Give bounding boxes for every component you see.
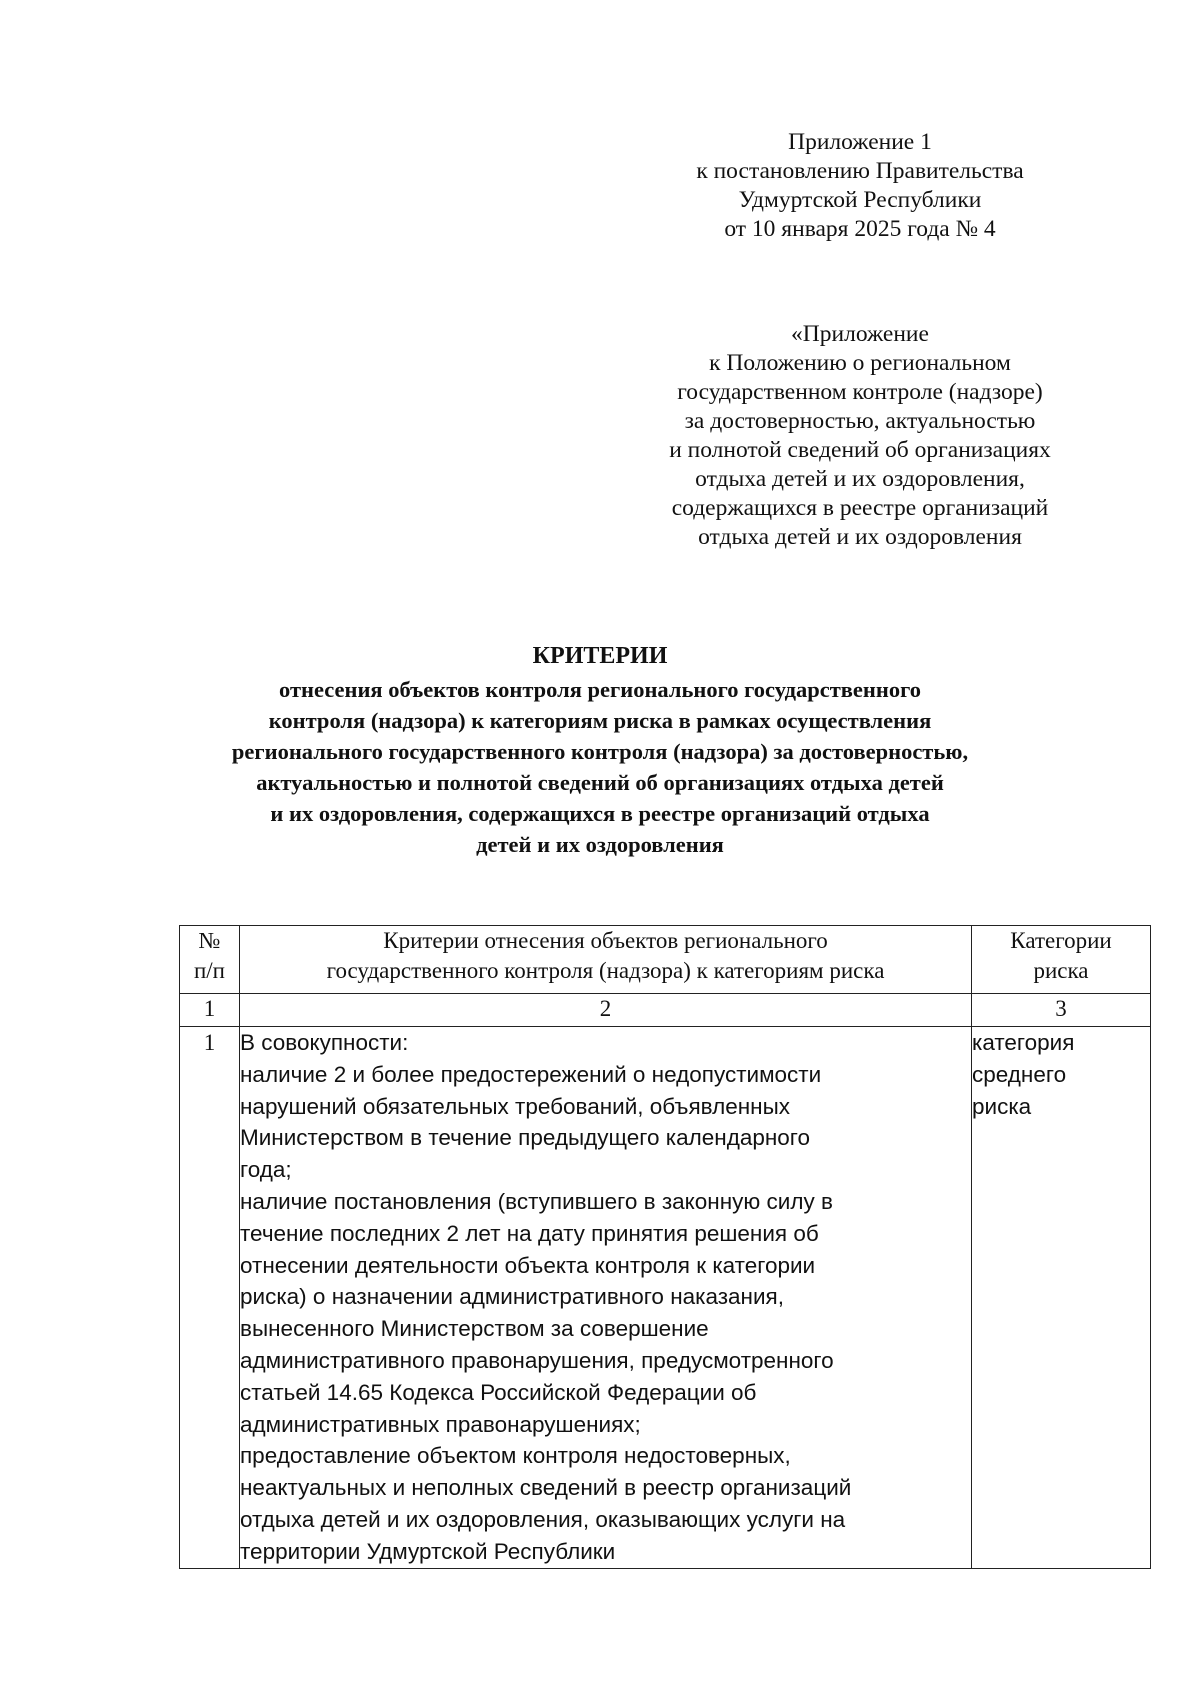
row-criteria (240, 1027, 972, 1569)
criteria-line: наличие постановления (вступившего в законную силу в (240, 1188, 833, 1214)
criteria-line: течение последних 2 лет на дату принятия решения об (240, 1220, 819, 1246)
criteria-line: вынесенного Министерством за совершение (240, 1316, 709, 1342)
subtitle-line: детей и их оздоровления (476, 832, 724, 857)
appendix-1-line: Удмуртской Республики (738, 187, 982, 213)
subtitle-line: регионального государственного контроля (надзора) за достоверностью, (231, 739, 969, 764)
header-category-line: риска (1033, 958, 1089, 983)
criteria-line: неактуальных и неполных сведений в реестр организаций (240, 1475, 852, 1501)
subtitle-line: отнесения объектов контроля регионального государственного (279, 677, 921, 702)
criteria-line: года; (240, 1157, 292, 1183)
appendix-2-header (580, 320, 1140, 552)
criteria-line: Министерством в течение предыдущего календарного (240, 1125, 811, 1151)
header-criteria (240, 926, 972, 994)
appendix-2-line: за достоверностью, актуальностью (684, 408, 1036, 434)
column-number-1: 1 (180, 994, 240, 1027)
appendix-1-line: от 10 января 2025 года № 4 (724, 216, 996, 242)
criteria-line: территории Удмуртской Республики (240, 1538, 616, 1564)
table-row (180, 1027, 1151, 1569)
row-category (972, 1027, 1151, 1569)
criteria-table (179, 925, 1151, 1569)
criteria-line: административного правонарушения, предусмотренного (240, 1347, 834, 1373)
table-header-row (180, 926, 1151, 994)
category-line: среднего (972, 1061, 1067, 1087)
row-number: 1 (180, 1027, 240, 1569)
criteria-line: административных правонарушениях; (240, 1411, 641, 1437)
document-title: КРИТЕРИИ (532, 643, 668, 669)
criteria-line: наличие 2 и более предостережений о недопустимости (240, 1061, 822, 1087)
category-line: категория (972, 1030, 1075, 1055)
appendix-2-line: и полнотой сведений об организациях (669, 437, 1051, 463)
header-category-line: Категории (1010, 928, 1112, 953)
subtitle-line: и их оздоровления, содержащихся в реестре организаций отдыха (270, 801, 930, 826)
appendix-2-line: «Приложение (791, 321, 929, 347)
appendix-2-line: отдыха детей и их оздоровления, (695, 466, 1025, 492)
header-number (180, 926, 240, 994)
header-number-line: № (198, 928, 221, 953)
criteria-line: предоставление объектом контроля недостоверных, (240, 1443, 791, 1469)
appendix-2-line: содержащихся в реестре организаций (671, 495, 1049, 521)
appendix-1-header (600, 128, 1120, 244)
criteria-line: В совокупности: (240, 1030, 409, 1055)
column-number-3: 3 (972, 994, 1151, 1027)
header-category (972, 926, 1151, 994)
document-subtitle (150, 674, 1050, 860)
criteria-line: отдыха детей и их оздоровления, оказывающих услуги на (240, 1506, 846, 1532)
criteria-line: нарушений обязательных требований, объявленных (240, 1093, 791, 1119)
header-number-line: п/п (193, 958, 225, 983)
appendix-2-line: отдыха детей и их оздоровления (698, 524, 1022, 550)
criteria-line: риска) о назначении административного наказания, (240, 1284, 784, 1310)
criteria-line: отнесении деятельности объекта контроля к категории (240, 1252, 816, 1278)
category-line: риска (972, 1093, 1032, 1119)
header-criteria-line: государственного контроля (надзора) к категориям риска (326, 958, 885, 983)
appendix-2-line: государственном контроле (надзоре) (677, 379, 1043, 405)
subtitle-line: актуальностью и полнотой сведений об организациях отдыха детей (256, 770, 944, 795)
appendix-1-line: Приложение 1 (788, 129, 932, 155)
appendix-2-line: к Положению о региональном (709, 350, 1011, 376)
column-number-2: 2 (240, 994, 972, 1027)
subtitle-line: контроля (надзора) к категориям риска в рамках осуществления (268, 708, 932, 733)
criteria-line: статьей 14.65 Кодекса Российской Федерации об (240, 1379, 757, 1405)
appendix-1-line: к постановлению Правительства (696, 158, 1024, 184)
header-criteria-line: Критерии отнесения объектов регионального (383, 928, 828, 953)
column-number-row (180, 994, 1151, 1027)
